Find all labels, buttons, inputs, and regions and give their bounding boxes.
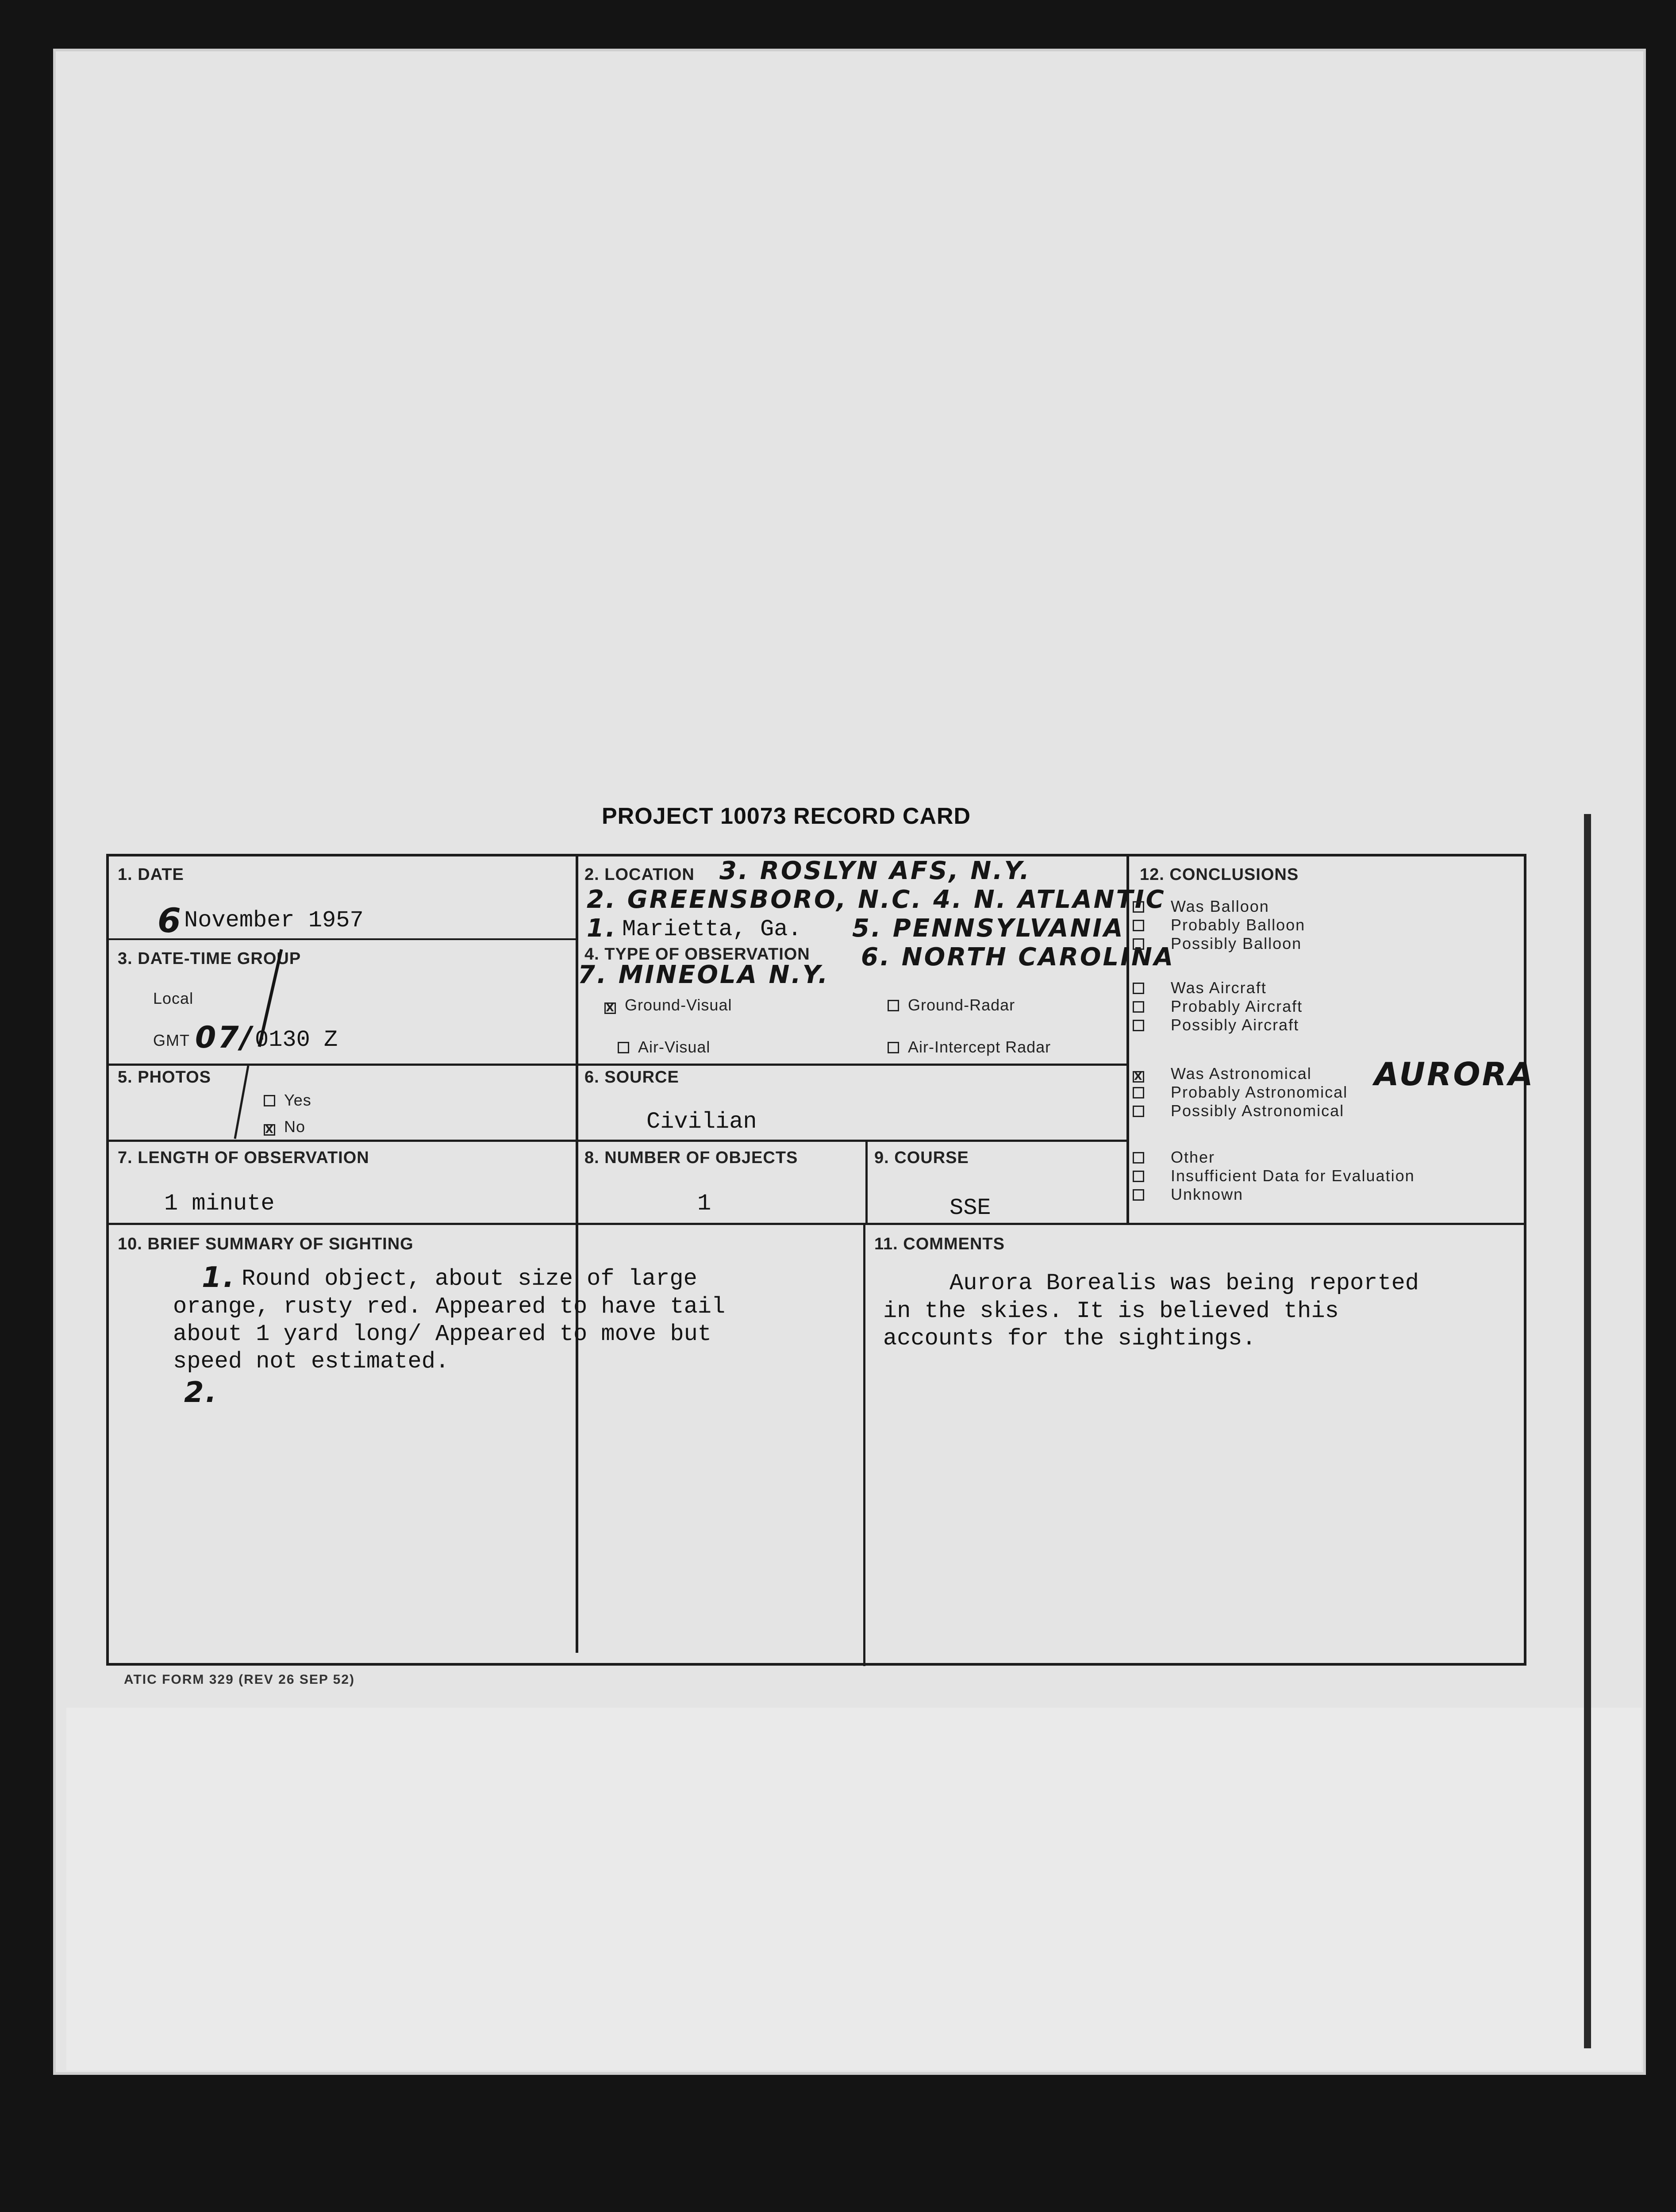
divider-objects-course [865, 1140, 868, 1224]
gmt-value: 0130 Z [255, 1027, 338, 1053]
probably-aircraft-checkbox[interactable] [1133, 1001, 1144, 1013]
observation-handwritten-6: 6. NORTH CAROLINA [861, 943, 1175, 972]
summary-marker-2: 2. [184, 1376, 218, 1409]
date-label: 1. DATE [118, 865, 184, 884]
comments-label: 11. COMMENTS [874, 1235, 1005, 1253]
was-astronomical-checkbox[interactable]: X [1133, 1071, 1144, 1083]
conclusions-handwritten-note: AURORA [1374, 1056, 1535, 1093]
was-balloon-checkbox[interactable] [1133, 901, 1144, 913]
photos-no-checkbox[interactable]: X [264, 1124, 275, 1136]
divider-row-4 [109, 1223, 1525, 1225]
gmt-handwritten-day: 07/ [195, 1020, 254, 1055]
ground-visual-checkbox[interactable]: X [604, 1002, 616, 1014]
divider-row-2 [109, 1064, 1129, 1066]
photos-no: X No [264, 1118, 305, 1136]
film-edge-marks [53, 2194, 274, 2212]
date-day-handwritten: 6 [158, 901, 183, 940]
concl-unknown: Unknown [1133, 1185, 1243, 1204]
sheet-lower-area [66, 1708, 1641, 2070]
conclusions-label: 12. CONCLUSIONS [1140, 865, 1299, 884]
air-intercept-radar-checkbox[interactable] [888, 1042, 899, 1053]
card-title: PROJECT 10073 RECORD CARD [602, 803, 971, 829]
comments-line-3: accounts for the sightings. [883, 1325, 1256, 1352]
probably-balloon-checkbox[interactable] [1133, 920, 1144, 931]
length-label: 7. LENGTH OF OBSERVATION [118, 1148, 369, 1167]
concl-was-astronomical: X Was Astronomical [1133, 1064, 1312, 1083]
obs-air-intercept-radar: Air-Intercept Radar [888, 1038, 1051, 1056]
was-aircraft-checkbox[interactable] [1133, 983, 1144, 994]
photos-yes-checkbox[interactable] [264, 1095, 275, 1106]
ground-radar-checkbox[interactable] [888, 1000, 899, 1011]
comments-line-1: Aurora Borealis was being reported [949, 1270, 1419, 1296]
divider-row-3 [109, 1140, 1129, 1142]
photos-divider-stroke [228, 1064, 255, 1141]
possibly-balloon-checkbox[interactable] [1133, 938, 1144, 950]
summary-line-4: speed not estimated. [173, 1348, 450, 1375]
concl-was-balloon: Was Balloon [1133, 897, 1269, 916]
location-handwritten-1: 1. [587, 914, 617, 943]
location-label: 2. LOCATION [584, 865, 695, 884]
summary-line-3: about 1 yard long/ Appeared to move but [173, 1321, 711, 1347]
concl-was-aircraft: Was Aircraft [1133, 979, 1267, 997]
concl-probably-aircraft: Probably Aircraft [1133, 997, 1303, 1016]
concl-probably-astronomical: Probably Astronomical [1133, 1083, 1348, 1102]
date-value: November 1957 [184, 907, 364, 933]
date-time-pen-stroke [233, 945, 295, 1051]
air-visual-checkbox[interactable] [618, 1042, 629, 1053]
concl-possibly-aircraft: Possibly Aircraft [1133, 1016, 1299, 1034]
observation-handwritten-7: 7. MINEOLA N.Y. [578, 960, 830, 989]
summary-line-1: Round object, about size of large [242, 1266, 697, 1292]
course-value: SSE [949, 1195, 991, 1221]
concl-possibly-balloon: Possibly Balloon [1133, 934, 1302, 953]
form-identifier: ATIC FORM 329 (REV 26 SEP 52) [124, 1672, 355, 1687]
summary-label: 10. BRIEF SUMMARY OF SIGHTING [118, 1235, 414, 1253]
probably-astronomical-checkbox[interactable] [1133, 1087, 1144, 1098]
obs-ground-visual: X Ground-Visual [604, 996, 732, 1014]
location-typed: Marietta, Ga. [622, 916, 802, 942]
source-label: 6. SOURCE [584, 1068, 679, 1087]
concl-other: Other [1133, 1148, 1215, 1167]
concl-probably-balloon: Probably Balloon [1133, 916, 1305, 934]
photos-label: 5. PHOTOS [118, 1068, 211, 1087]
location-handwritten-3: 3. ROSLYN AFS, N.Y. [719, 856, 1031, 885]
obs-ground-radar: Ground-Radar [888, 996, 1015, 1014]
gmt-label: GMT [153, 1031, 190, 1049]
date-time-group-label: 3. DATE-TIME GROUP [118, 949, 301, 968]
photos-yes: Yes [264, 1091, 311, 1110]
objects-value: 1 [697, 1190, 711, 1217]
possibly-astronomical-checkbox[interactable] [1133, 1106, 1144, 1117]
divider-summary-comments [863, 1224, 866, 1666]
concl-insufficient-data: Insufficient Data for Evaluation [1133, 1167, 1415, 1185]
unknown-checkbox[interactable] [1133, 1189, 1144, 1201]
concl-possibly-astronomical: Possibly Astronomical [1133, 1102, 1344, 1120]
course-label: 9. COURSE [874, 1148, 969, 1167]
length-value: 1 minute [164, 1190, 275, 1217]
local-time-label: Local [153, 989, 194, 1007]
objects-label: 8. NUMBER OF OBJECTS [584, 1148, 798, 1167]
location-handwritten-5: 5. PENNSYLVANIA [852, 914, 1125, 943]
comments-line-2: in the skies. It is believed this [883, 1298, 1339, 1324]
obs-air-visual: Air-Visual [618, 1038, 710, 1056]
location-handwritten-2-4: 2. GREENSBORO, N.C. 4. N. ATLANTIC [587, 885, 1166, 914]
source-value: Civilian [646, 1109, 757, 1135]
other-checkbox[interactable] [1133, 1152, 1144, 1164]
record-card-form [106, 854, 1535, 1666]
observation-type-label: 4. TYPE OF OBSERVATION [584, 945, 810, 964]
insufficient-data-checkbox[interactable] [1133, 1171, 1144, 1182]
summary-line-2: orange, rusty red. Appeared to have tail [173, 1294, 726, 1320]
summary-marker-1: 1. [202, 1261, 236, 1294]
sheet-edge-shadow [1584, 814, 1591, 2048]
possibly-aircraft-checkbox[interactable] [1133, 1020, 1144, 1031]
